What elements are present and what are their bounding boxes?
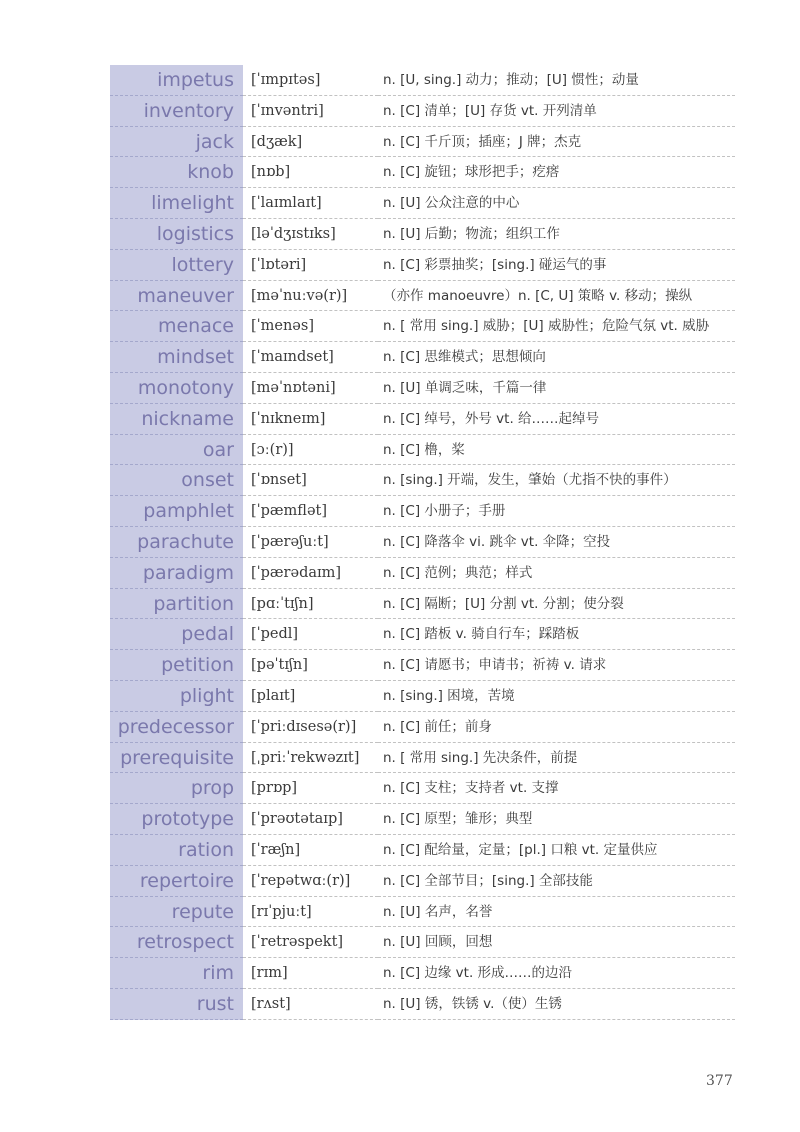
vocab-row	[110, 250, 735, 281]
vocab-row	[110, 65, 735, 96]
vocab-row	[110, 188, 735, 219]
phonetic-transcription: [nɒb]	[243, 157, 378, 188]
vocabulary-table	[110, 65, 735, 1020]
definition: n. [C] 原型；雏形；典型	[378, 804, 735, 835]
headword: logistics	[110, 219, 243, 250]
vocab-row	[110, 989, 735, 1020]
phonetic-transcription: [ˈmaɪndset]	[243, 342, 378, 373]
phonetic-transcription: [ˈræʃn]	[243, 835, 378, 866]
phonetic-transcription: [ˈprəʊtətaɪp]	[243, 804, 378, 835]
definition: n. [C] 边缘 vt. 形成……的边沿	[378, 958, 735, 989]
headword: impetus	[110, 65, 243, 96]
vocab-row	[110, 927, 735, 958]
definition: n. [U, sing.] 动力；推动；[U] 惯性；动量	[378, 65, 735, 96]
vocab-row	[110, 958, 735, 989]
definition: n. [U] 后勤；物流；组织工作	[378, 219, 735, 250]
phonetic-transcription: [ˈnɪkneɪm]	[243, 404, 378, 435]
headword: menace	[110, 311, 243, 342]
headword: prototype	[110, 804, 243, 835]
vocab-row	[110, 681, 735, 712]
phonetic-transcription: [məˈnuːvə(r)]	[243, 281, 378, 312]
phonetic-transcription: [pəˈtɪʃn]	[243, 650, 378, 681]
vocab-row	[110, 558, 735, 589]
phonetic-transcription: [prɒp]	[243, 773, 378, 804]
headword: pamphlet	[110, 496, 243, 527]
vocab-row	[110, 219, 735, 250]
page-number: 377	[706, 1073, 733, 1089]
headword: partition	[110, 589, 243, 620]
phonetic-transcription: [ˈretrəspekt]	[243, 927, 378, 958]
headword: prop	[110, 773, 243, 804]
headword: ration	[110, 835, 243, 866]
phonetic-transcription: [məˈnɒtəni]	[243, 373, 378, 404]
phonetic-transcription: [ˈpæmflət]	[243, 496, 378, 527]
phonetic-transcription: [ˈɒnset]	[243, 465, 378, 496]
definition: n. [C] 清单；[U] 存货 vt. 开列清单	[378, 96, 735, 127]
phonetic-transcription: [ɔː(r)]	[243, 435, 378, 466]
definition: n. [C] 隔断；[U] 分割 vt. 分割；使分裂	[378, 589, 735, 620]
phonetic-transcription: [rʌst]	[243, 989, 378, 1020]
headword: maneuver	[110, 281, 243, 312]
vocab-row	[110, 404, 735, 435]
definition: n. [U] 单调乏味，千篇一律	[378, 373, 735, 404]
vocab-row	[110, 373, 735, 404]
headword: nickname	[110, 404, 243, 435]
definition: （亦作 manoeuvre）n. [C, U] 策略 v. 移动；操纵	[378, 281, 735, 312]
definition: n. [C] 请愿书；申请书；祈祷 v. 请求	[378, 650, 735, 681]
headword: rim	[110, 958, 243, 989]
vocab-row	[110, 773, 735, 804]
definition: n. [sing.] 开端，发生，肇始（尤指不快的事件）	[378, 465, 735, 496]
definition: n. [C] 千斤顶；插座；J 牌；杰克	[378, 127, 735, 158]
vocab-row	[110, 281, 735, 312]
definition: n. [C] 配给量，定量；[pl.] 口粮 vt. 定量供应	[378, 835, 735, 866]
phonetic-transcription: [ˈrepətwɑː(r)]	[243, 866, 378, 897]
phonetic-transcription: [ˈpriːdɪsesə(r)]	[243, 712, 378, 743]
headword: prerequisite	[110, 743, 243, 774]
headword: limelight	[110, 188, 243, 219]
headword: oar	[110, 435, 243, 466]
vocab-row	[110, 342, 735, 373]
definition: n. [C] 彩票抽奖；[sing.] 碰运气的事	[378, 250, 735, 281]
vocab-row	[110, 743, 735, 774]
definition: n. [C] 踏板 v. 骑自行车；踩踏板	[378, 619, 735, 650]
definition: n. [ 常用 sing.] 先决条件，前提	[378, 743, 735, 774]
phonetic-transcription: [dʒæk]	[243, 127, 378, 158]
phonetic-transcription: [ˈmenəs]	[243, 311, 378, 342]
vocab-row	[110, 650, 735, 681]
definition: n. [sing.] 困境，苦境	[378, 681, 735, 712]
headword: monotony	[110, 373, 243, 404]
phonetic-transcription: [ləˈdʒɪstɪks]	[243, 219, 378, 250]
definition: n. [U] 锈，铁锈 v.（使）生锈	[378, 989, 735, 1020]
headword: knob	[110, 157, 243, 188]
headword: paradigm	[110, 558, 243, 589]
definition: n. [U] 回顾，回想	[378, 927, 735, 958]
headword: petition	[110, 650, 243, 681]
definition: n. [U] 名声，名誉	[378, 897, 735, 928]
vocab-row	[110, 311, 735, 342]
headword: retrospect	[110, 927, 243, 958]
definition: n. [C] 前任；前身	[378, 712, 735, 743]
definition: n. [U] 公众注意的中心	[378, 188, 735, 219]
phonetic-transcription: [ˈpærədaɪm]	[243, 558, 378, 589]
phonetic-transcription: [rɪˈpjuːt]	[243, 897, 378, 928]
definition: n. [C] 橹，桨	[378, 435, 735, 466]
phonetic-transcription: [ˈpedl]	[243, 619, 378, 650]
vocab-row	[110, 835, 735, 866]
headword: mindset	[110, 342, 243, 373]
vocab-row	[110, 804, 735, 835]
vocab-row	[110, 157, 735, 188]
headword: inventory	[110, 96, 243, 127]
vocab-row	[110, 127, 735, 158]
headword: repertoire	[110, 866, 243, 897]
headword: rust	[110, 989, 243, 1020]
headword: onset	[110, 465, 243, 496]
definition: n. [C] 支柱；支持者 vt. 支撑	[378, 773, 735, 804]
phonetic-transcription: [ˈlɒtəri]	[243, 250, 378, 281]
definition: n. [C] 思维模式；思想倾向	[378, 342, 735, 373]
definition: n. [C] 全部节目；[sing.] 全部技能	[378, 866, 735, 897]
headword: predecessor	[110, 712, 243, 743]
vocab-row	[110, 619, 735, 650]
definition: n. [C] 旋钮；球形把手；疙瘩	[378, 157, 735, 188]
definition: n. [C] 绰号，外号 vt. 给……起绰号	[378, 404, 735, 435]
headword: jack	[110, 127, 243, 158]
definition: n. [C] 小册子；手册	[378, 496, 735, 527]
vocab-row	[110, 527, 735, 558]
vocab-row	[110, 435, 735, 466]
definition: n. [ 常用 sing.] 威胁；[U] 威胁性；危险气氛 vt. 威胁	[378, 311, 735, 342]
vocab-row	[110, 712, 735, 743]
definition: n. [C] 范例；典范；样式	[378, 558, 735, 589]
headword: repute	[110, 897, 243, 928]
vocab-row	[110, 866, 735, 897]
vocab-row	[110, 96, 735, 127]
phonetic-transcription: [ˈpærəʃuːt]	[243, 527, 378, 558]
headword: pedal	[110, 619, 243, 650]
vocab-row	[110, 496, 735, 527]
phonetic-transcription: [plaɪt]	[243, 681, 378, 712]
vocab-row	[110, 897, 735, 928]
headword: plight	[110, 681, 243, 712]
phonetic-transcription: [ˈɪnvəntri]	[243, 96, 378, 127]
definition: n. [C] 降落伞 vi. 跳伞 vt. 伞降；空投	[378, 527, 735, 558]
phonetic-transcription: [ˈlaɪmlaɪt]	[243, 188, 378, 219]
headword: lottery	[110, 250, 243, 281]
vocab-row	[110, 465, 735, 496]
vocab-row	[110, 589, 735, 620]
phonetic-transcription: [pɑːˈtɪʃn]	[243, 589, 378, 620]
phonetic-transcription: [rɪm]	[243, 958, 378, 989]
phonetic-transcription: [ˌpriːˈrekwəzɪt]	[243, 743, 378, 774]
phonetic-transcription: [ˈɪmpɪtəs]	[243, 65, 378, 96]
headword: parachute	[110, 527, 243, 558]
